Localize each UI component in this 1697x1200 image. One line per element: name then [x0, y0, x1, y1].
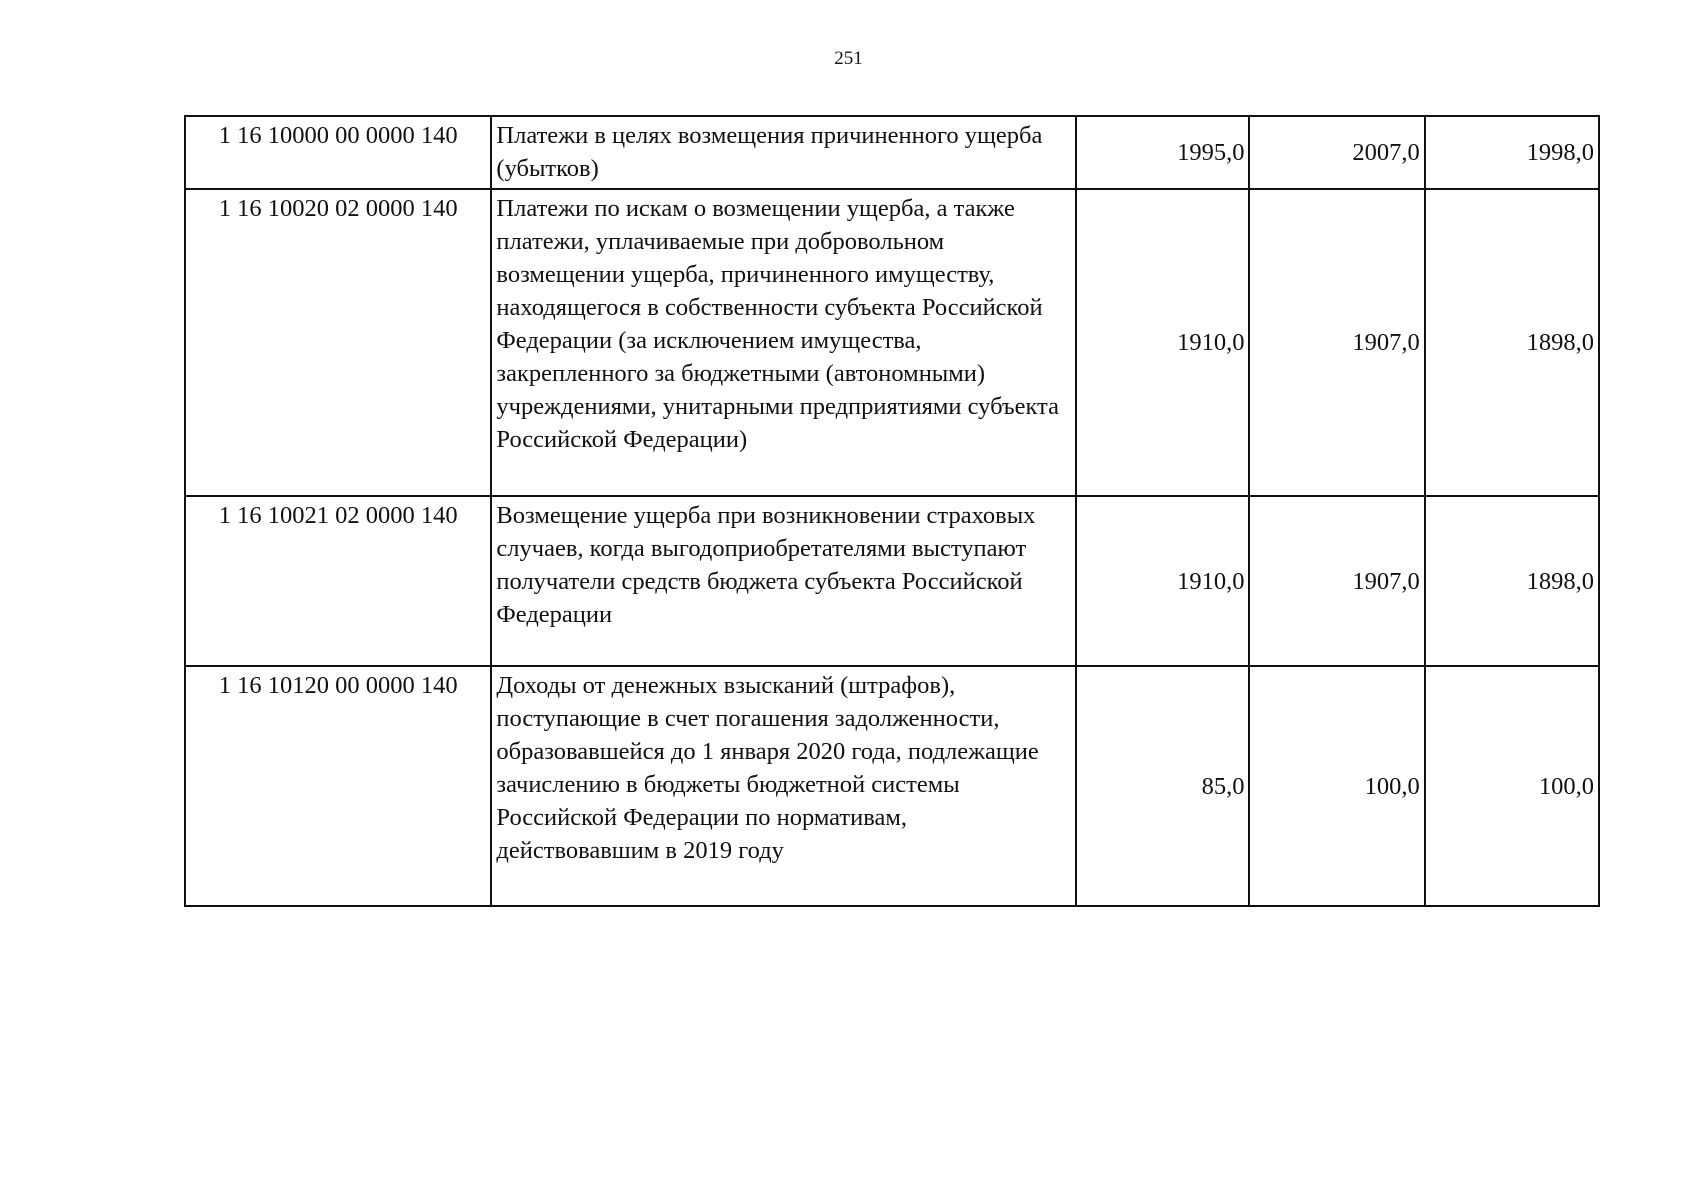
revenue-code-cell: 1 16 10021 02 0000 140	[185, 496, 491, 666]
table-row	[185, 189, 1599, 496]
revenue-name-cell: Возмещение ущерба при возникновении страховых случаев, когда выгодоприобретателями выступают получатели средств бюджета субъекта Российской Федерации	[491, 496, 1076, 666]
revenue-code-cell: 1 16 10020 02 0000 140	[185, 189, 491, 496]
amount-year-3-cell: 1898,0	[1425, 189, 1599, 496]
amount-year-3-cell: 1998,0	[1425, 116, 1599, 189]
amount-year-1-cell: 85,0	[1076, 666, 1249, 906]
amount-year-1-cell: 1995,0	[1076, 116, 1249, 189]
amount-year-1-cell: 1910,0	[1076, 189, 1249, 496]
amount-year-2-cell: 100,0	[1249, 666, 1424, 906]
revenue-name-cell: Платежи в целях возмещения причиненного ущерба (убытков)	[491, 116, 1076, 189]
budget-revenue-table	[184, 115, 1600, 907]
amount-year-3-cell: 1898,0	[1425, 496, 1599, 666]
revenue-code-cell: 1 16 10000 00 0000 140	[185, 116, 491, 189]
amount-year-1-cell: 1910,0	[1076, 496, 1249, 666]
revenue-name-cell: Доходы от денежных взысканий (штрафов), поступающие в счет погашения задолженности, образовавшейся до 1 января 2020 года, подлежащие зачислению в бюджеты бюджетной системы Российской Федерации по нормативам, действовавшим в 2019 году	[491, 666, 1076, 906]
amount-year-2-cell: 2007,0	[1249, 116, 1424, 189]
revenue-code-cell: 1 16 10120 00 0000 140	[185, 666, 491, 906]
page-number: 251	[834, 48, 863, 69]
amount-year-3-cell: 100,0	[1425, 666, 1599, 906]
amount-year-2-cell: 1907,0	[1249, 189, 1424, 496]
table-row	[185, 496, 1599, 666]
amount-year-2-cell: 1907,0	[1249, 496, 1424, 666]
table-row	[185, 666, 1599, 906]
table-row	[185, 116, 1599, 189]
revenue-name-cell: Платежи по искам о возмещении ущерба, а также платежи, уплачиваемые при добровольном возмещении ущерба, причиненного имуществу, находящегося в собственности субъекта Российской Федерации (за исключением имущества, закрепленного за бюджетными (автономными) учреждениями, унитарными предприятиями субъекта Российской Федерации)	[491, 189, 1076, 496]
